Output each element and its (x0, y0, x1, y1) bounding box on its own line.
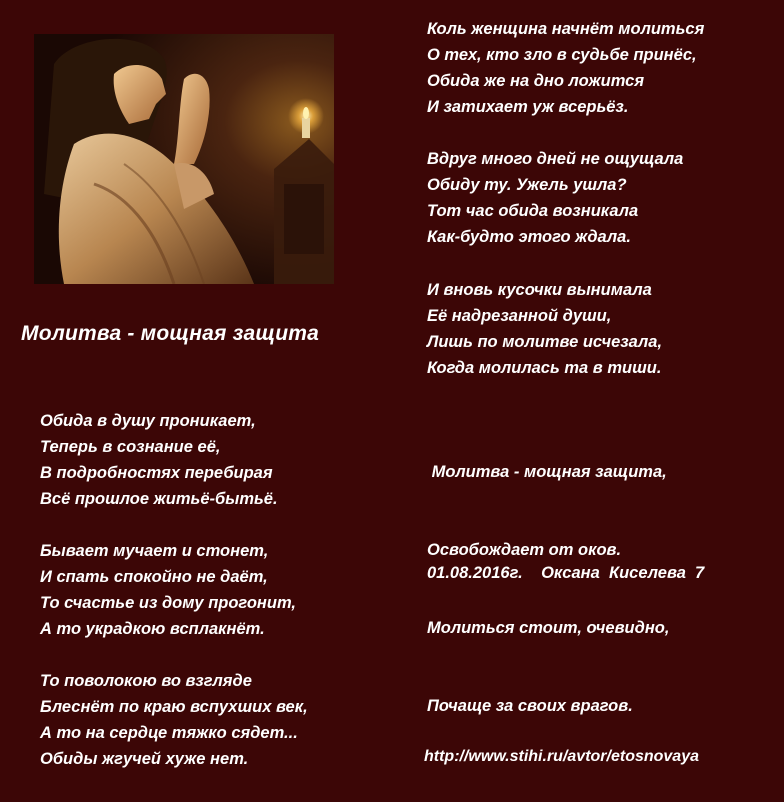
left-stanza-1 (40, 408, 278, 512)
poem-line: Блеснёт по краю вспухших век, (40, 698, 308, 716)
poem-line: Лишь по молитве исчезала, (427, 333, 663, 351)
left-stanza-3 (40, 668, 308, 772)
poem-title: Молитва - мощная защита (21, 322, 320, 345)
poem-line: Обида в душу проникает, (40, 412, 256, 430)
poem-line: И затихает уж всерьёз. (427, 98, 629, 116)
poem-line: Обида же на дно ложится (427, 72, 645, 90)
poem-line: Её надрезанной души, (427, 307, 612, 325)
source-url: http://www.stihi.ru/avtor/etosnovaya (424, 748, 699, 765)
poem-line: Всё прошлое житьё-бытьё. (40, 490, 278, 508)
poem-line: А то на сердце тяжко сядет... (40, 724, 298, 742)
poem-line: Когда молилась та в тиши. (427, 359, 662, 377)
poem-line: Бывает мучает и стонет, (40, 542, 269, 560)
poem-line: Почаще за своих врагов. (427, 697, 633, 715)
right-stanza-2 (427, 146, 683, 250)
poem-line: То счастье из дому прогонит, (40, 594, 296, 612)
poem-line: Молиться стоит, очевидно, (427, 619, 670, 637)
poem-line: Освобождает от оков. (427, 541, 622, 559)
poem-line: Обиду ту. Ужель ушла? (427, 176, 627, 194)
poem-line: Тот час обида возникала (427, 202, 639, 220)
date-author-signature: 01.08.2016г. Оксана Киселева 7 (427, 564, 705, 582)
poem-line: То поволокою во взгляде (40, 672, 252, 690)
poem-line: Как-будто этого ждала. (427, 228, 631, 246)
poem-line: Вдруг много дней не ощущала (427, 150, 684, 168)
painting-image (34, 34, 334, 284)
right-stanza-3 (427, 277, 662, 381)
poem-line: И спать спокойно не даёт, (40, 568, 268, 586)
painting-svg (34, 34, 334, 284)
poem-line: Молитва - мощная защита, (427, 463, 667, 481)
left-stanza-2 (40, 538, 296, 642)
poem-line: Теперь в сознание её, (40, 438, 221, 456)
poem-line: И вновь кусочки вынимала (427, 281, 652, 299)
poem-line: Коль женщина начнёт молиться (427, 20, 705, 38)
poem-line: Обиды жгучей хуже нет. (40, 750, 249, 768)
poem-line: А то украдкою всплакнёт. (40, 620, 265, 638)
poem-line: В подробностях перебирая (40, 464, 273, 482)
poem-line: О тех, кто зло в судьбе принёс, (427, 46, 697, 64)
right-stanza-1 (427, 16, 704, 120)
